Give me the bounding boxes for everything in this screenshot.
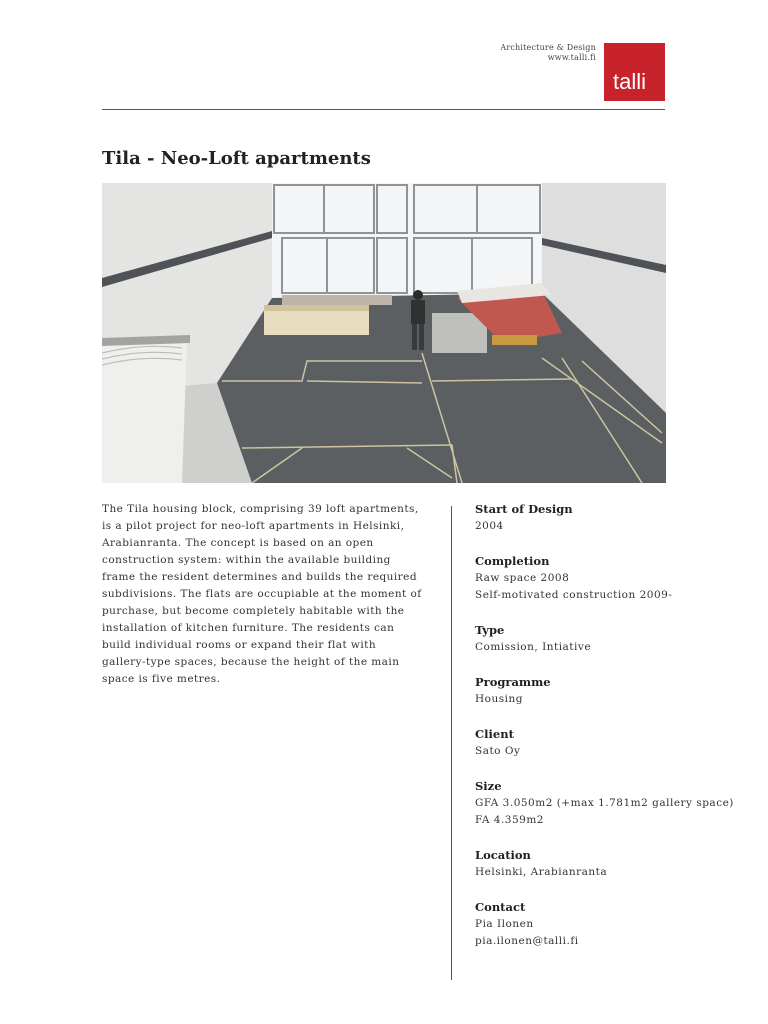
fact-value: Raw space 2008 [475, 572, 570, 584]
page-title: Tila - Neo-Loft apartments [102, 148, 371, 169]
fact-label: Completion [475, 554, 550, 568]
fact-label: Contact [475, 900, 526, 914]
fact-value: Comission, Intiative [475, 641, 592, 653]
fact-value: Housing [475, 693, 523, 705]
fact-client [475, 725, 745, 760]
contact-name: Pia Ilonen [475, 918, 534, 930]
fact-value: Self-motivated construction 2009- [475, 589, 673, 601]
fact-label: Type [475, 623, 505, 637]
fact-value: Sato Oy [475, 745, 521, 757]
photo-loft-interior-icon [102, 183, 666, 483]
contact-email-link[interactable]: pia.ilonen@talli.fi [475, 935, 579, 947]
fact-type [475, 621, 745, 656]
fact-label: Location [475, 848, 531, 862]
fact-start-of-design [475, 500, 745, 535]
header-tagline: Architecture & Design [500, 43, 596, 52]
fact-value: 2004 [475, 520, 504, 532]
project-description: The Tila housing block, comprising 39 loft apartments, is a pilot project for neo-loft apartments in Helsinki, Arabianranta. The concept is based on an open construction system: within the available building frame the resident determines and builds the required subdivisions. The flats are occupiable at the moment of purchase, but become completely habitable with the installation of kitchen furniture. The residents can build individual rooms or expand their flat with gallery-type spaces, because the height of the main space is five metres. [102, 503, 422, 685]
fact-value: Helsinki, Arabianranta [475, 866, 608, 878]
fact-label: Programme [475, 675, 551, 689]
talli-logo [604, 43, 665, 101]
project-facts [475, 500, 745, 967]
fact-contact [475, 898, 745, 950]
fact-value: FA 4.359m2 [475, 814, 544, 826]
header-url[interactable]: www.talli.fi [547, 53, 596, 62]
fact-programme [475, 673, 745, 708]
fact-label: Size [475, 779, 502, 793]
fact-label: Client [475, 727, 514, 741]
logo-text: talli [613, 69, 647, 94]
header-divider [102, 109, 665, 110]
fact-label: Start of Design [475, 502, 573, 516]
header-tagline-block [500, 43, 596, 63]
fact-size [475, 777, 745, 829]
fact-completion [475, 552, 745, 604]
fact-location [475, 846, 745, 881]
column-divider [451, 506, 452, 980]
fact-value: GFA 3.050m2 (+max 1.781m2 gallery space) [475, 797, 734, 809]
loft-photo [102, 183, 666, 483]
